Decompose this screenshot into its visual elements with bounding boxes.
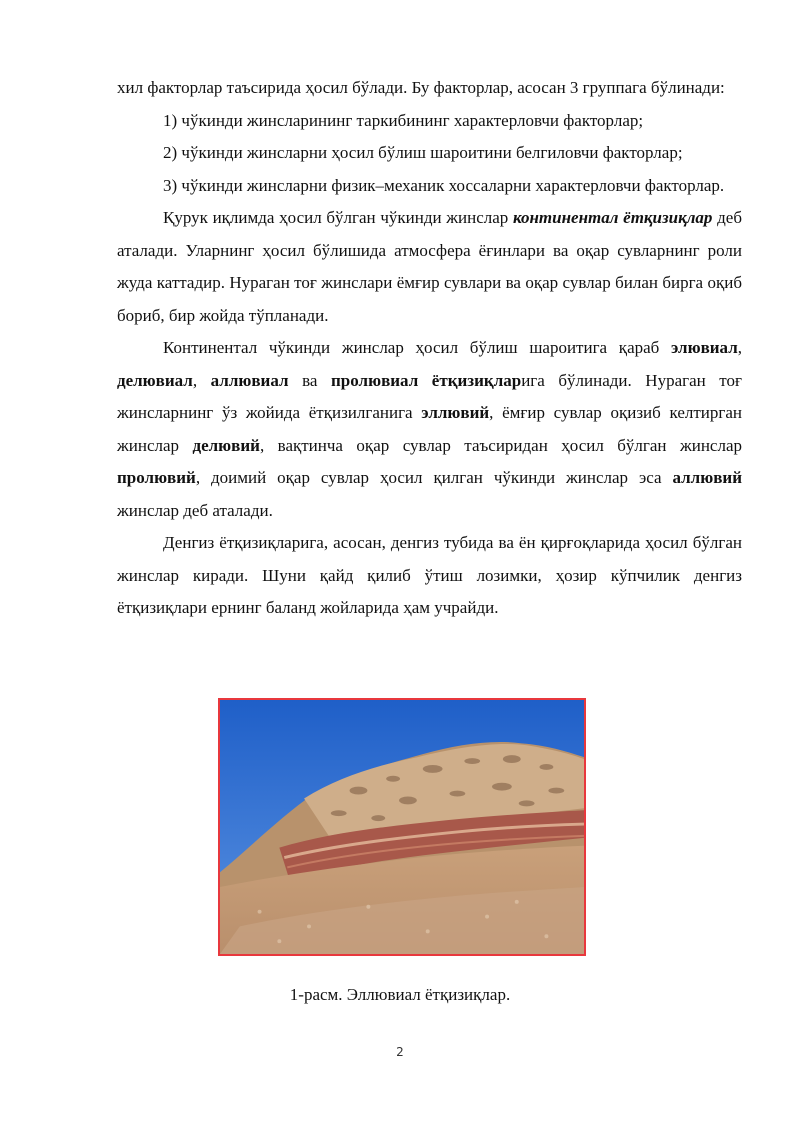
- figure-eluvial-photo: [218, 698, 586, 956]
- text-run: , доимий оқар сувлар ҳосил қилган чўкинди жинслар эса: [195, 468, 673, 487]
- bold-term: пролювиал ётқизиқлар: [331, 370, 522, 390]
- text-run: , ёмғир сувлар оқизиб келтирган жинслар: [117, 403, 742, 455]
- paragraph: [117, 72, 742, 105]
- text-run: 2) чўкинди жинсларни ҳосил бўлиш шароитини белгиловчи факторлар;: [163, 143, 683, 162]
- paragraph: [117, 202, 742, 332]
- text-run: 3) чўкинди жинсларни физик–механик хоссаларни характерловчи факторлар.: [163, 175, 725, 195]
- paragraph: [117, 105, 742, 138]
- text-run: ,: [737, 338, 742, 357]
- paragraph: [117, 527, 742, 625]
- bold-term: эллювий: [421, 403, 490, 422]
- text-run: ва: [288, 370, 332, 390]
- bold-term: элювиал: [671, 338, 738, 357]
- text-run: жинслар деб аталади.: [117, 500, 273, 520]
- bold-term: аллювий: [672, 468, 742, 487]
- document-body: [117, 72, 742, 625]
- text-run: ига бўлинади. Нураган тоғ жинсларнинг ўз жойида ётқизилганига: [117, 370, 742, 422]
- bold-term: аллювиал: [210, 370, 289, 390]
- text-run: ,: [192, 370, 211, 390]
- text-run: Континентал чўкинди жинслар ҳосил бўлиш шароитига қараб: [163, 338, 672, 357]
- paragraph: [117, 170, 742, 203]
- text-run: , вақтинча оқар сувлар таъсиридан ҳосил бўлган жинслар: [259, 435, 743, 455]
- text-run: Денгиз ётқизиқларига, асосан, денгиз тубида ва ён қирғоқларида ҳосил бўлган жинслар киради. Шуни қайд қилиб ўтиш лозимки, ҳозир кўпчилик денгиз ётқизиқлари ернинг баланд жойларида ҳам учрайди.: [117, 533, 742, 617]
- bold-term: делювиал: [117, 370, 193, 390]
- text-run: хил факторлар таъсирида ҳосил бўлади. Бу факторлар, асосан 3 группага бўлинади:: [117, 78, 725, 97]
- page-number: 2: [396, 1045, 404, 1059]
- figure-caption: 1-расм. Эллювиал ётқизиқлар.: [289, 985, 511, 1004]
- paragraph: [117, 137, 742, 170]
- bold-term: делювий: [192, 435, 260, 455]
- text-run: 1) чўкинди жинсларининг таркибининг характерловчи факторлар;: [163, 110, 644, 130]
- bold-term: пролювий: [117, 468, 196, 487]
- rock-outcrop-image: [220, 700, 584, 954]
- bold-italic-term: континентал ётқизиқлар: [513, 208, 713, 227]
- text-run: деб аталади. Уларнинг ҳосил бўлишида атмосфера ёғинлари ва оқар сувларнинг роли жуда каттадир. Нураган тоғ жинслари ёмғир сувлари ва оқар сувлар билан бирга оқиб бориб, бир жойда тўпланади.: [117, 208, 742, 325]
- text-run: Қурук иқлимда ҳосил бўлган чўкинди жинслар: [163, 208, 514, 227]
- paragraph: [117, 332, 742, 527]
